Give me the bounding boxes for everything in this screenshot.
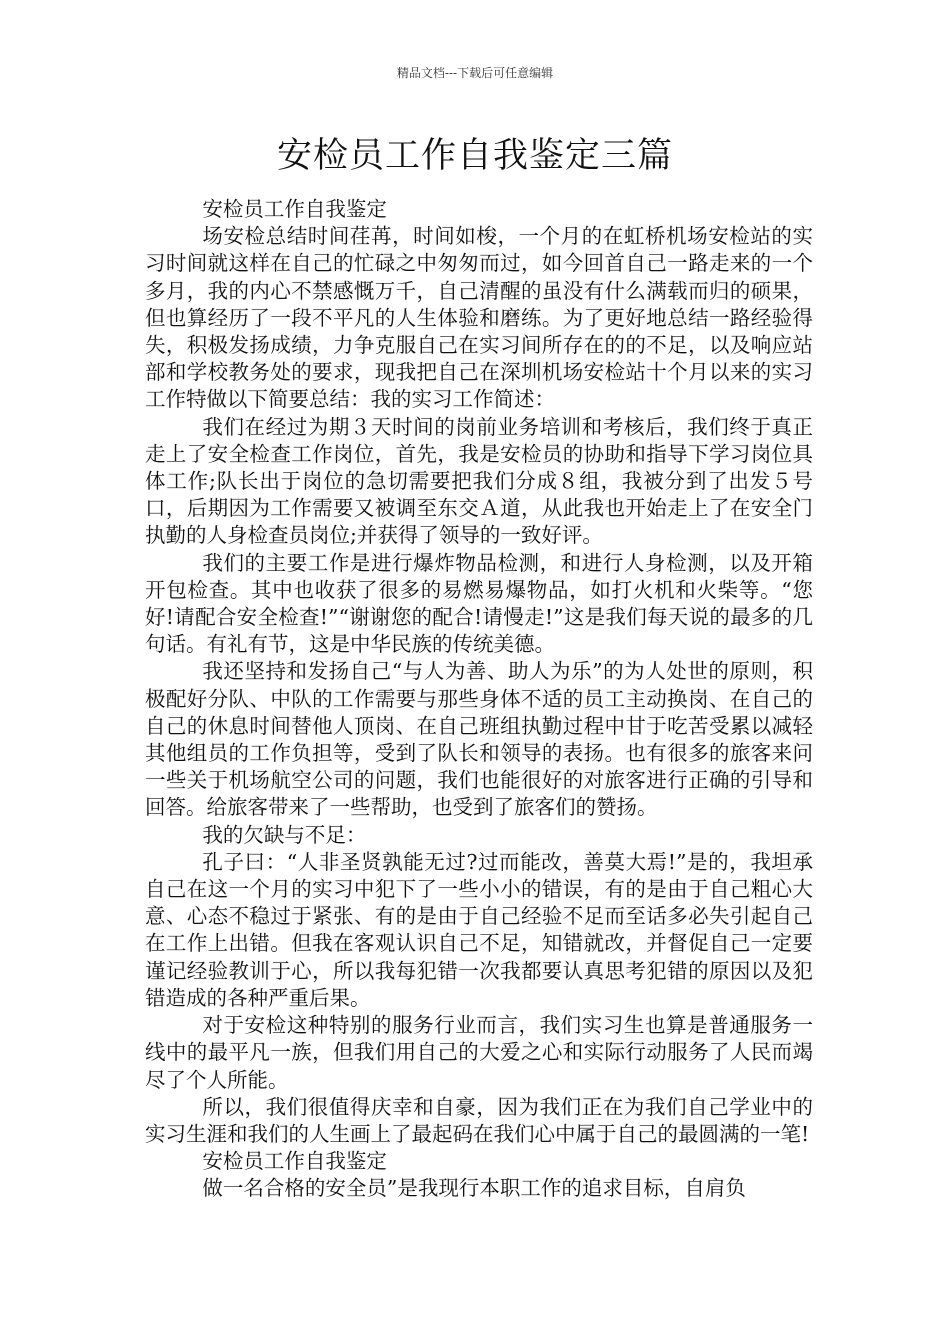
paragraph: 孔子曰：“人非圣贤孰能无过?过而能改，善莫大焉!”是的，我坦承自己在这一个月的实习中犯下了一些小小的错误，有的是由于自己粗心大意、心态不稳过于紧张、有的是由于自己经验不足而至话多必失引起自己在工作上出错。但我在客观认识自己不足，知错就改，并督促自己一定要谨记经验教训于心，所以我每犯错一次我都要认真思考犯错的原因以及犯错造成的各种严重后果。 [145,849,813,1010]
paragraph: 对于安检这种特别的服务行业而言，我们实习生也算是普通服务一线中的最平凡一族，但我们用自己的大爱之心和实际行动服务了人民而竭尽了个人所能。 [145,1013,813,1092]
document-title: 安检员工作自我鉴定三篇 [276,136,673,176]
paragraph: 所以，我们很值得庆幸和自豪，因为我们正在为我们自己学业中的实习生涯和我们的人生画上了最起码在我们心中属于自己的最圆满的一笔! [145,1094,813,1146]
section-heading: 安检员工作自我鉴定 [202,1149,387,1174]
section-heading: 我的欠缺与不足： [202,822,367,847]
document-body [145,196,813,1203]
section-heading: 安检员工作自我鉴定 [202,197,387,221]
paragraph: 我们的主要工作是进行爆炸物品检测，和进行人身检测，以及开箱开包检查。其中也收获了很多的易燃易爆物品，如打火机和火柴等。“您好!请配合安全检查!”“谢谢您的配合!请慢走!”这是我们每天说的最多的几句话。有礼有节，这是中华民族的传统美德。 [145,550,813,657]
paragraph: 我们在经过为期３天时间的岗前业务培训和考核后，我们终于真正走上了安全检查工作岗位，首先，我是安检员的协助和指导下学习岗位具体工作;队长出于岗位的急切需要把我们分成８组，我被分到了出发５号口，后期因为工作需要又被调至东交Ａ道，从此我也开始走上了在安全门执勤的人身检查员岗位;并获得了领导的一致好评。 [145,414,813,548]
header-note: 精品文档---下载后可任意编辑 [396,66,554,80]
paragraph: 场安检总结时间荏苒，时间如梭，一个月的在虹桥机场安检站的实习时间就这样在自己的忙碌之中匆匆而过，如今回首自己一路走来的一个多月，我的内心不禁感慨万千，自己清醒的虽没有什么满载而归的硕果，但也算经历了一段不平凡的人生体验和磨练。为了更好地总结一路经验得失，积极发扬成绩，力争克服自己在实习间所存在的的不足，以及响应站部和学校教务处的要求，现我把自己在深圳机场安检站十个月以来的实习工作特做以下简要总结：我的实习工作简述： [145,224,813,412]
paragraph: 做一名合格的安全员”是我现行本职工作的追求目标，自肩负 [202,1176,746,1201]
paragraph: 我还坚持和发扬自己“与人为善、助人为乐”的为人处世的原则，积极配好分队、中队的工作需要与那些身体不适的员工主动换岗、在自己的自己的休息时间替他人顶岗、在自己班组执勤过程中甘于吃苦受累以减轻其他组员的工作负担等，受到了队长和领导的表扬。也有很多的旅客来问一些关于机场航空公司的问题，我们也能很好的对旅客进行正确的引导和回答。给旅客带来了一些帮助，也受到了旅客们的赞扬。 [145,659,813,820]
